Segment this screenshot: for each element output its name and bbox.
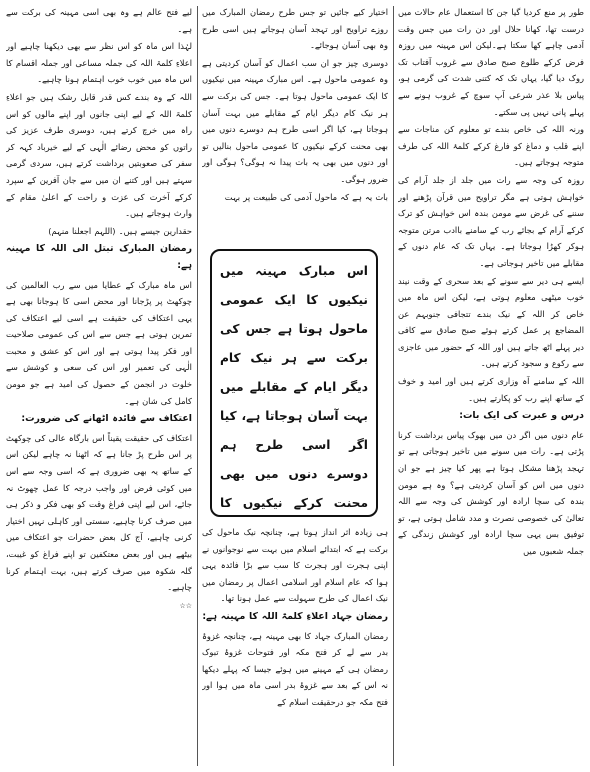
paragraph: اللہ کے وہ بندے کس قدر قابل رشک ہیں جو اعلاءِ کلمۃ اللہ کے لیے اپنی جانوں اور اپنے مالوں کو اس راہ میں خرچ کرتے ہیں، دوسری طرف عزیز کی راتوں کو محض رضائے الٰہی کے لیے خیرباد کہہ کر سفر کی صعوبتیں برداشت کرتے ہیں، سردی گرمی سہتے ہیں اور کتنے ان میں سے جان آفرین کے سپرد کرکے آخرت کی عزت و راحت کے اعلیٰ مقام کے وارث ہوجاتے ہیں۔ [6,91,192,219]
column-divider [393,6,394,766]
paragraph: دوسری چیز جو ان سب اعمال کو آسان کردیتی ہے وہ عمومی ماحول ہے۔ اس مبارک مہینہ میں نیکیوں کا ایک عمومی ماحول ہوتا ہے۔ جس کی برکت سے ہر نیک کام دیگر ایام کے مقابلے میں بہت آسان ہوجاتا ہے، کیا اگر اسی طرح ہم دوسرے دنوں میں بھی محنت کرکے نیکیوں کا عمومی ماحول بنالیں تو اور دنوں میں بھی یہ بات پیدا نہ ہوگی؟ ہوگی اور ضرور ہوگی۔ [202,57,388,184]
paragraph: لہٰذا اس ماہ کو اس نظر سے بھی دیکھنا چاہیے اور اعلاءِ کلمۃ اللہ کی جملہ مساعی اور جملہ اقسام کا اس ماہ میں خوب خوب اہتمام ہونا چاہیے۔ [6,41,192,85]
middle-column-top [202,4,388,240]
paragraph: عام دنوں میں اگر دن میں بھوک پیاس برداشت کرنا پڑتی ہے۔ رات میں سونے میں تاخیر ہوجاتی ہے تو تہجد پڑھنا مشکل ہوتا ہے پھر کیا چیز ہے جو ان دنوں میں اس کو آسان کردیتی ہے؟ وہ ہے مومن بندہ کی سچا ارادہ اور کوشش کی وجہ سے اللہ تعالیٰ کی خصوصی نصرت و مدد شامل ہوتی ہے، تو توفیق بس یہی سچا ارادہ اور کوشش زندگی کے جملہ شعبوں میں [398,429,584,556]
section-heading: درس و عبرت کی ایک بات: [459,410,584,422]
paragraph: طور پر منع کردیا گیا جن کا استعمال عام حالات میں درست تھا، کھانا حلال اور دن رات میں جس وقت آدمی چاہے کھا سکتا ہے۔لیکن اس مہینہ میں روزہ فرض کرکے طلوع صبح صادق سے غروب آفتاب تک روک دیا گیا، یہاں تک کہ کتنی شدت کی گرمی ہو، پیاس بلا عذر شرعی آپ سوچ کے غروب ہونے سے پہلے پانی نہیں پی سکتے۔ [398,7,584,117]
section-heading: رمضان جہاد اعلاءِ کلمۃ اللہ کا مہینہ ہے: [202,610,388,622]
paragraph: اللہ کے سامنے آہ وزاری کرتے ہیں اور امید و خوف کے ساتھ اپنے رب کو پکارتے ہیں۔ [398,376,584,403]
section-heading: رمضان المبارک تبتل الی اللہ کا مہینہ ہے: [6,243,192,271]
middle-column-bottom [202,524,388,768]
paragraph: اس ماہ مبارک کے عطایا میں سے رب العالمین کی چوکھٹ پر پڑجانا اور محض اسی کا ہوجانا بھی ہے یہی اعتکاف کی حقیقت ہے اسی لیے اعتکاف کی تمرین ہوتی ہے جس سے اس کی عمومی صلاحیت اور فکر پیدا ہوتی ہے اور اس کو عشق و محبت الٰہی کی تعمیر اور اس کی سعی و کوشش سے خلوت در انجمن کے حصول کی امید ہے جو مومن کامل کی شان ہے۔ [6,279,192,406]
pull-quote-text: اس مبارک مہینہ میں نیکیوں کا ایک عمومی ماحول ہوتا ہے جس کی برکت سے ہر نیک کام دیگر ایام کے مقابلے میں بہت آسان ہوجاتا ہے، کیا اگر اسی طرح ہم دوسرے دنوں میں بھی محنت کرکے نیکیوں کا [220,264,368,510]
paragraph: روزہ کی وجہ سے رات میں جلد از جلد آرام کی خواہش ہوتی ہے مگر تراویح میں قرآن پڑھنے اور سننے کی غرض سے مومن بندہ اس خواہش کو ترک کرکے آرام کے بجائے رب کے سامنے باادب مرتن متوجہ ہوکر کھڑا ہوجاتا ہے۔ یہاں تک کہ عام دنوں کے مقابلے میں تاخیر ہوجاتی ہے۔ [398,174,584,268]
paragraph: بات یہ ہے کہ ماحول آدمی کی طبیعت پر بہت [224,191,388,202]
end-stars: ☆☆ [179,601,192,610]
paragraph: ایسے ہی دیر سے سونے کے بعد سحری کے وقت نیند خوب میٹھی معلوم ہوتی ہے، لیکن اس ماہ میں خاص کر اللہ کے نیک بندے تتجافی جنوبہم عن المضاجع پر عمل کرتے ہوئے صبح صادق سے کافی دیر پہلے اٹھ جاتے ہیں اور اللہ کے حضور میں عاجزی سے رکوع و سجود کرتے ہیں۔ [398,275,584,369]
left-column [6,4,192,768]
right-column [398,4,584,768]
column-divider [197,6,198,766]
paragraph: ہی زیادہ اثر انداز ہوتا ہے، چنانچہ نیک ماحول کی برکت ہے کہ ابتدائے اسلام میں بہت سے نوجوانوں نے اپنی ہجرت اور ہجرت کا سب سے بڑا فائدہ یہی ہوا کہ عام اسلام اور اسلامی اعمال پر رمضان میں نیک اعمال کی طرح سہولت سے عمل ہونا تھا۔ [202,527,388,604]
section-heading: اعتکاف سے فائدہ اٹھانے کی ضرورت: [21,413,192,425]
pull-quote-box [210,249,378,517]
paragraph: اختیار کیے جائیں تو جس طرح رمضان المبارک میں روزے تراویح اور تہجد آسان ہوجاتے ہیں اسی طرح وہ بھی آسان ہوجائے۔ [202,7,388,51]
paragraph: ورنہ اللہ کی خاص بندے تو معلوم کن مناجات سے اپنے قلب و دماغ کو فارغ کرکے کلمۂ اللہ کی طرف متوجہ ہوجاتے ہیں۔ [398,124,584,168]
paragraph: لیے فتح عالم ہے وہ بھی اسی مہینہ کی برکت سے ہے۔ [6,7,192,34]
paragraph: اعتکاف کی حقیقت یقیناً اس بارگاہ عالی کی چوکھٹ پر اس طرح پڑ جانا ہے کہ اٹھنا نہ چاہے لیکن اس کے ساتھ یہ بھی ضروری ہے کہ اسی وجہ سے اس میں کوئی فرض اور واجب درجہ کا عمل چھوٹ نہ جائے، اس لیے اپنی فراغ وقت کو بھی فکر و ذکر ہی میں صرف کرنا چاہیے، سستی اور کاہلی نہیں اختیار کرنی چاہیے، آج کل بعض حضرات جو اعتکاف میں بیٹھے ہیں اور بعض معتکفین تو اپنے فراغ کو غیبت، گلہ شکوہ میں صرف کرتے ہیں، بہت اہتمام کرنا چاہیے۔ [6,432,192,593]
paragraph: حقدارین جیسے ہیں۔ (اللہم اجعلنا منہم) [48,225,192,236]
paragraph: رمضان المبارک جہاد کا بھی مہینہ ہے، چنانچہ غزوۂ بدر سے لے کر فتح مکہ اور فتوحات غزوۂ تبوک رمضان ہی کے مہینے میں ہوئے جیسا کہ پہلے دیکھا نہ اس کے بعد سے غزوۂ بدر اسی ماہ میں ہوا اور فتح مکہ جو درحقیقت اسلام کے [202,630,388,707]
